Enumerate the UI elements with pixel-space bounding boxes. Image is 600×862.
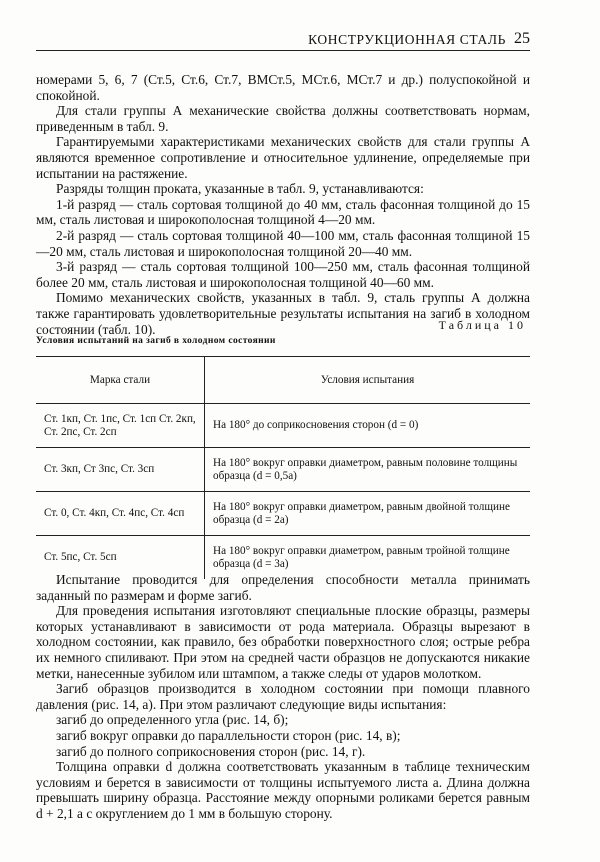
- paragraph: Разряды толщин проката, указанные в табл. 9, устанавливаются:: [56, 181, 424, 197]
- paragraph: Испытание проводится для определения способности металла принимать заданный по размерам и форме загиб.: [36, 572, 530, 603]
- text-block-top: [36, 72, 530, 337]
- paragraph: 2-й разряд — сталь сортовая толщиной 40—100 мм, сталь фасонная толщиной 15—20 мм, сталь листовая и широкополосная толщиной 20—40 мм.: [36, 227, 530, 259]
- cell-condition: На 180° вокруг оправки диаметром, равным тройной толщине образца (d = 3a): [213, 544, 510, 570]
- paragraph: Гарантируемыми характеристиками механических свойств для стали группы А являются временное сопротивление и относительное удлинение, определяемые при испытании на растяжение.: [36, 134, 530, 181]
- paragraph: Загиб образцов производится в холодном состоянии при помощи плавного давления (рис. 14, а). При этом различают следующие виды испытания:: [36, 681, 530, 712]
- table-row: [36, 448, 530, 492]
- list-item: загиб до определенного угла (рис. 14, б);: [56, 712, 289, 728]
- cell-condition: На 180° вокруг оправки диаметром, равным двойной толщине образца (d = 2a): [205, 492, 531, 536]
- paragraph: 1-й разряд — сталь сортовая толщиной до 40 мм, сталь фасонная толщиной до 15 мм, сталь листовая и широкополосная толщиной 4—20 мм.: [36, 196, 530, 228]
- paragraph: Для проведения испытания изготовляют специальные плоские образцы, размеры которых устанавливают в зависимости от рода материала. Образцы вырезают в холодном состоянии, как правило, без обработки поверхностного слоя; острые ребра их немного спиливают. При этом на средней части образцов не допускаются никакие метки, нанесенные зубилом или штампом, а также следы от ударов молотком.: [36, 603, 530, 681]
- header-rule: [36, 50, 530, 51]
- table-title: Условия испытаний на загиб в холодном состоянии: [36, 336, 276, 346]
- page-number: 25: [514, 30, 530, 47]
- running-title: КОНСТРУКЦИОННАЯ СТАЛЬ: [308, 32, 506, 47]
- list-item: загиб вокруг оправки до параллельности сторон (рис. 14, в);: [56, 727, 401, 743]
- table-number: Таблица 10: [438, 318, 526, 332]
- column-header-condition: Условия испытания: [205, 357, 531, 404]
- cell-grade: Ст. 0, Ст. 4кп, Ст. 4пс, Ст. 4сп: [36, 492, 205, 536]
- table-header-row: [36, 357, 530, 404]
- column-header-grade: Марка стали: [36, 357, 205, 404]
- text-block-bottom: [36, 572, 530, 822]
- bend-test-table: [36, 356, 530, 579]
- paragraph: Для стали группы А механические свойства должны соответствовать нормам, приведенным в табл. 9.: [36, 103, 530, 134]
- paragraph: Толщина оправки d должна соответствовать указанным в таблице техническим условиям и берется в зависимости от толщины испытуемого листа a. Длина должна превышать ширину образца. Расстояние между опорными роликами берется равным d + 2,1 a с округлением до 1 мм в большую сторону.: [36, 759, 530, 821]
- paragraph: номерами 5, 6, 7 (Ст.5, Ст.6, Ст.7, ВМСт.5, МСт.6, МСт.7 и др.) полуспокойной и спокойной.: [36, 72, 530, 103]
- cell-condition: На 180° вокруг оправки диаметром, равным половине толщины образца (d = 0,5a): [205, 448, 531, 492]
- cell-condition: На 180° до соприкосновения сторон (d = 0): [205, 404, 531, 448]
- cell-grade: Ст. 5пс, Ст. 5сп: [36, 536, 205, 580]
- cell-grade: Ст. 1кп, Ст. 1пс, Ст. 1сп Ст. 2кп, Ст. 2пс, Ст. 2сп: [36, 404, 205, 448]
- paragraph: Помимо механических свойств, указанных в табл. 9, сталь группы А должна также гарантировать удовлетворительные результаты испытания на загиб в холодном состоянии (табл. 10).: [36, 290, 530, 337]
- table-row: [36, 492, 530, 536]
- paragraph: 3-й разряд — сталь сортовая толщиной 100—250 мм, сталь фасонная толщиной более 20 мм, сталь листовая и широкополосная толщиной 40—60 мм.: [36, 259, 530, 290]
- table-row: [36, 404, 530, 448]
- list-item: загиб до полного соприкосновения сторон (рис. 14, г).: [56, 743, 366, 759]
- cell-grade: Ст. 3кп, Ст 3пс, Ст. 3сп: [36, 448, 205, 492]
